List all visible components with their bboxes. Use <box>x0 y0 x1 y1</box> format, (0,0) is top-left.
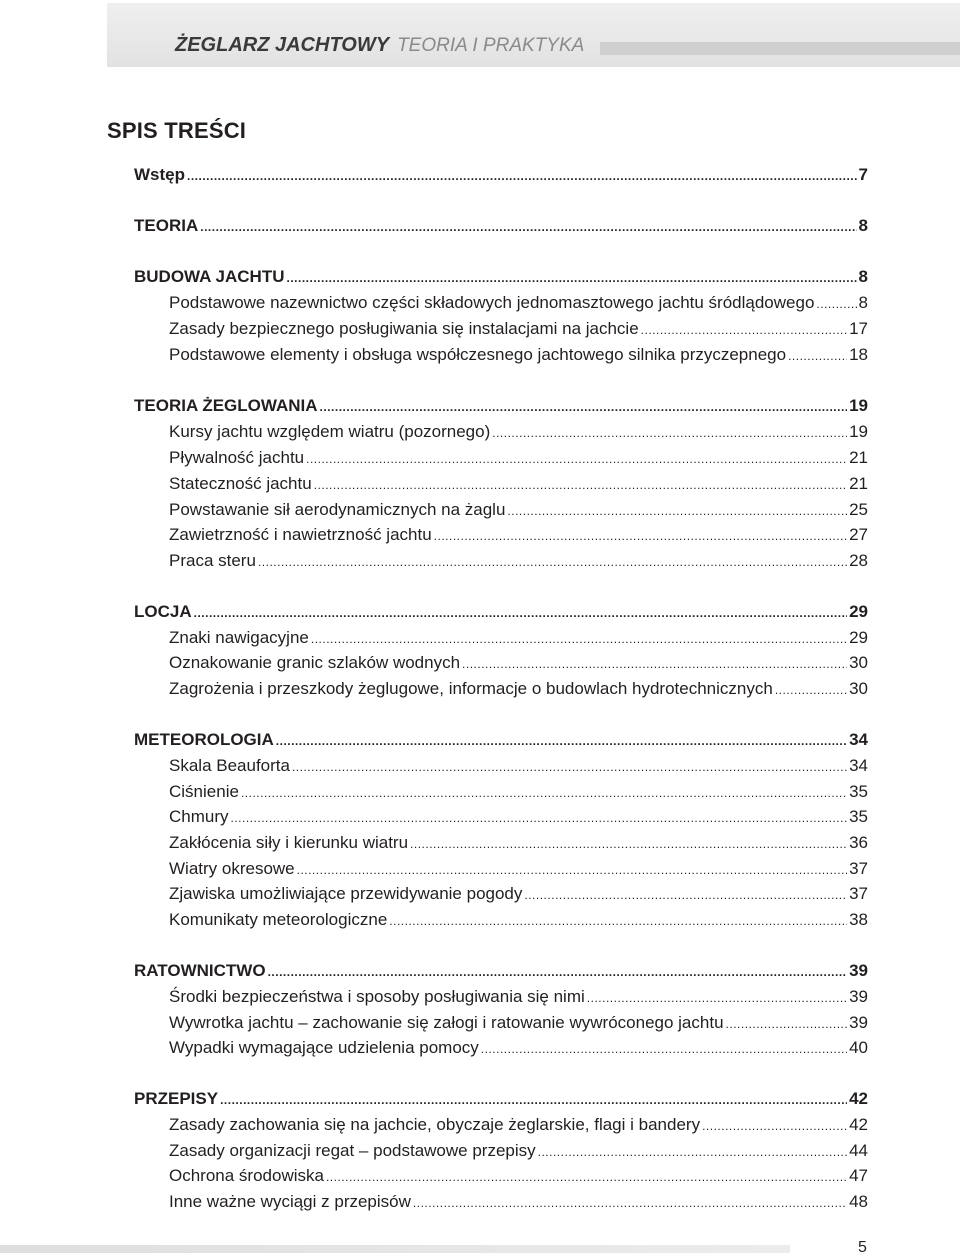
footer-decorative-bar <box>0 1245 790 1253</box>
toc-entry-label: Wypadki wymagające udzielenia pomocy <box>169 1038 479 1057</box>
toc-entry-label: Wywrotka jachtu – zachowanie się załogi i ratowanie wywróconego jachtu <box>169 1013 724 1032</box>
toc-entry-label: Oznakowanie granic szlaków wodnych <box>169 653 461 672</box>
toc-entry-label: Środki bezpieczeństwa i sposoby posługiwania się nimi <box>169 987 585 1006</box>
toc-entry-page: 47 <box>849 1166 868 1185</box>
dot-leader <box>286 265 856 287</box>
toc-section-entry <box>169 908 868 930</box>
toc-entry-page: 40 <box>849 1038 868 1057</box>
toc-entry-page: 38 <box>849 910 868 929</box>
dot-leader <box>314 472 847 494</box>
toc-section-entry <box>169 523 868 545</box>
toc-entry-page: 30 <box>849 679 868 698</box>
toc-entry-page: 48 <box>849 1192 868 1211</box>
toc-entry-label: Powstawanie sił aerodynamicznych na żaglu <box>169 500 506 519</box>
toc-section-entry <box>169 317 868 339</box>
toc-entry-page: 34 <box>849 730 868 749</box>
toc-section-entry <box>169 549 868 571</box>
book-title: ŻEGLARZ JACHTOWY <box>175 34 390 56</box>
dot-leader <box>775 677 847 699</box>
dot-leader <box>276 728 847 750</box>
toc-entry-label: RATOWNICTWO <box>134 961 266 980</box>
toc-entry-label: Wstęp <box>134 165 185 184</box>
dot-leader <box>292 754 847 776</box>
toc-entry-page: 29 <box>849 602 868 621</box>
toc-entry-page: 21 <box>849 474 868 493</box>
toc-section-entry <box>169 1190 868 1212</box>
toc-entry-page: 35 <box>849 782 868 801</box>
page-number: 5 <box>858 1239 867 1256</box>
toc-entry-page: 8 <box>858 216 868 235</box>
toc-entry-label: BUDOWA JACHTU <box>134 267 285 286</box>
toc-entry-page: 42 <box>849 1115 868 1134</box>
toc-section-entry <box>169 831 868 853</box>
toc-entry-label: Pływalność jachtu <box>169 448 305 467</box>
toc-chapter-entry <box>134 1087 868 1109</box>
toc-entry-label: Chmury <box>169 807 229 826</box>
toc-entry-label: Ochrona środowiska <box>169 1166 324 1185</box>
dot-leader <box>410 831 847 853</box>
toc-entry-page: 7 <box>858 165 868 184</box>
toc-entry-label: Wiatry okresowe <box>169 859 295 878</box>
toc-entry-page: 44 <box>849 1141 868 1160</box>
dot-leader <box>538 1139 847 1161</box>
toc-section-entry <box>169 626 868 648</box>
dot-leader <box>320 394 848 416</box>
toc-section-entry <box>169 882 868 904</box>
dot-leader <box>326 1164 847 1186</box>
dot-leader <box>641 317 847 339</box>
toc-chapter-entry <box>134 214 868 236</box>
toc-entry-page: 27 <box>849 525 868 544</box>
toc-entry-page: 29 <box>849 628 868 647</box>
toc-entry-page: 39 <box>849 987 868 1006</box>
toc-entry-label: Podstawowe nazewnictwo części składowych jednomasztowego jachtu śródlądowego <box>169 293 815 312</box>
dot-leader <box>481 1036 847 1058</box>
toc-entry-label: Komunikaty meteorologiczne <box>169 910 388 929</box>
toc-section-entry <box>169 1036 868 1058</box>
toc-section-entry <box>169 498 868 520</box>
toc-entry-page: 37 <box>849 884 868 903</box>
toc-section-entry <box>169 857 868 879</box>
toc-entry-label: Stateczność jachtu <box>169 474 312 493</box>
toc-entry-page: 37 <box>849 859 868 878</box>
toc-entry-label: Znaki nawigacyjne <box>169 628 309 647</box>
toc-section-entry <box>169 1139 868 1161</box>
toc-section-entry <box>169 780 868 802</box>
toc-entry-page: 42 <box>849 1089 868 1108</box>
toc-section-entry <box>169 651 868 673</box>
toc-entry-label: Zakłócenia siły i kierunku wiatru <box>169 833 409 852</box>
toc-entry-page: 39 <box>849 961 868 980</box>
toc-entry-page: 36 <box>849 833 868 852</box>
dot-leader <box>258 549 847 571</box>
toc-entry-label: TEORIA <box>134 216 199 235</box>
toc-entry-label: Zasady bezpiecznego posługiwania się instalacjami na jachcie <box>169 319 639 338</box>
toc-entry-label: Zasady zachowania się na jachcie, obyczaje żeglarskie, flagi i bandery <box>169 1115 701 1134</box>
toc-entry-label: Zagrożenia i przeszkody żeglugowe, informacje o budowlach hydrotechnicznych <box>169 679 773 698</box>
dot-leader <box>726 1011 848 1033</box>
dot-leader <box>187 163 857 185</box>
toc-entry-label: TEORIA ŻEGLOWANIA <box>134 396 318 415</box>
toc-entry-page: 28 <box>849 551 868 570</box>
toc-section-entry <box>169 472 868 494</box>
toc-entry-label: PRZEPISY <box>134 1089 219 1108</box>
dot-leader <box>413 1190 847 1212</box>
toc-entry-label: Podstawowe elementy i obsługa współczesnego jachtowego silnika przyczepnego <box>169 345 787 364</box>
toc-entry-label: Ciśnienie <box>169 782 239 801</box>
toc-entry-page: 8 <box>858 293 868 312</box>
toc-entry-page: 18 <box>849 345 868 364</box>
toc-entry-page: 8 <box>858 267 868 286</box>
toc-entry-page: 19 <box>849 396 868 415</box>
dot-leader <box>587 985 847 1007</box>
toc-section-entry <box>169 1011 868 1033</box>
toc-entry-label: Zasady organizacji regat – podstawowe przepisy <box>169 1141 536 1160</box>
toc-section-entry <box>169 985 868 1007</box>
toc-chapter-entry <box>134 163 868 185</box>
toc-entry-label: LOCJA <box>134 602 192 621</box>
dot-leader <box>702 1113 847 1135</box>
dot-leader <box>194 600 847 622</box>
dot-leader <box>524 882 847 904</box>
toc-section-entry <box>169 420 868 442</box>
dot-leader <box>268 959 848 981</box>
dot-leader <box>311 626 847 648</box>
toc-chapter-entry <box>134 394 868 416</box>
dot-leader <box>462 651 847 673</box>
toc-section-entry <box>169 446 868 468</box>
toc-section-entry <box>169 677 868 699</box>
dot-leader <box>507 498 847 520</box>
toc-section-entry <box>169 805 868 827</box>
toc-chapter-entry <box>134 728 868 750</box>
toc-chapter-entry <box>134 959 868 981</box>
book-subtitle: TEORIA I PRAKTYKA <box>397 35 585 56</box>
dot-leader <box>816 291 856 313</box>
toc-title: SPIS TREŚCI <box>107 118 247 143</box>
dot-leader <box>231 805 848 827</box>
toc-section-entry <box>169 1113 868 1135</box>
dot-leader <box>306 446 847 468</box>
toc-section-entry <box>169 291 868 313</box>
dot-leader <box>389 908 847 930</box>
dot-leader <box>241 780 847 802</box>
toc-entry-page: 17 <box>849 319 868 338</box>
toc-entry-label: Skala Beauforta <box>169 756 290 775</box>
toc-entry-label: METEOROLOGIA <box>134 730 274 749</box>
toc-entry-page: 34 <box>849 756 868 775</box>
toc-section-entry <box>169 754 868 776</box>
dot-leader <box>200 214 856 236</box>
toc-entry-label: Zawietrzność i nawietrzność jachtu <box>169 525 432 544</box>
toc-entry-label: Praca steru <box>169 551 256 570</box>
toc-entry-label: Kursy jachtu względem wiatru (pozornego) <box>169 422 491 441</box>
dot-leader <box>492 420 847 442</box>
toc-entry-page: 25 <box>849 500 868 519</box>
toc-entry-page: 39 <box>849 1013 868 1032</box>
toc-entry-page: 21 <box>849 448 868 467</box>
toc-entry-page: 19 <box>849 422 868 441</box>
toc-section-entry <box>169 1164 868 1186</box>
toc-entry-label: Inne ważne wyciągi z przepisów <box>169 1192 411 1211</box>
toc-entry-label: Zjawiska umożliwiające przewidywanie pogody <box>169 884 523 903</box>
dot-leader <box>434 523 847 545</box>
dot-leader <box>220 1087 847 1109</box>
dot-leader <box>297 857 847 879</box>
toc-section-entry <box>169 343 868 365</box>
dot-leader <box>788 343 847 365</box>
toc-chapter-entry <box>134 600 868 622</box>
toc-chapter-entry <box>134 265 868 287</box>
toc-entry-page: 30 <box>849 653 868 672</box>
toc-entry-page: 35 <box>849 807 868 826</box>
